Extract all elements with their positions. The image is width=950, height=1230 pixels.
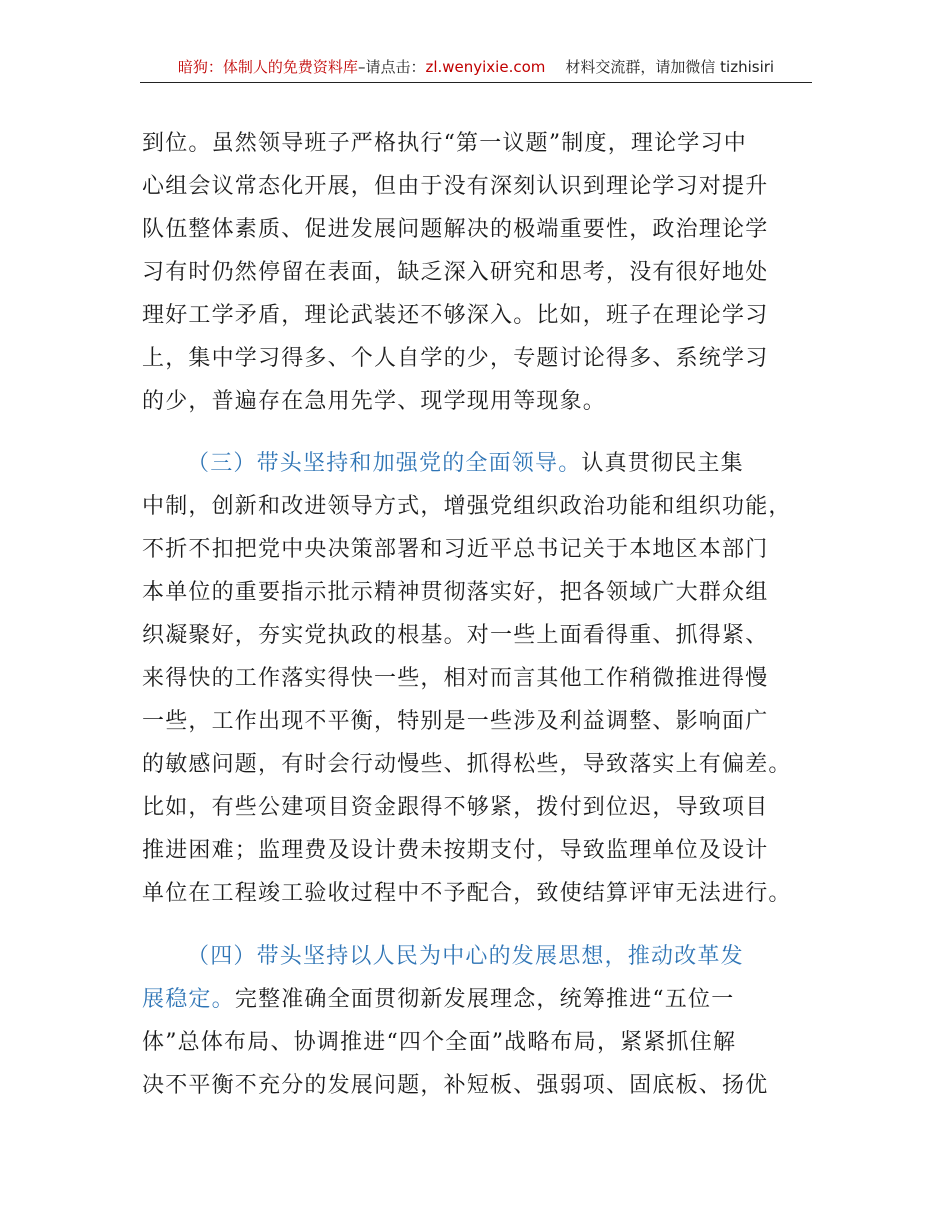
text-line: 心组会议常态化开展，但由于没有深刻认识到理论学习对提升 [142, 174, 769, 199]
click-prompt: –请点击： [357, 58, 426, 76]
text-line: 决不平衡不充分的发展问题，补短板、强弱项、固底板、扬优 [142, 1073, 769, 1098]
paragraph-1 [142, 122, 822, 423]
text-line: 比如，有些公建项目资金跟得不够紧，拨付到位迟，导致项目 [142, 795, 769, 820]
group-contact-text: 材料交流群，请加微信 tizhisiri [565, 58, 775, 76]
text-line: 来得快的工作落实得快一些，相对而言其他工作稍微推进得慢 [142, 666, 769, 691]
text-line: 队伍整体素质、促进发展问题解决的极端重要性，政治理论学 [142, 217, 769, 242]
section-heading-3: （三）带头坚持和加强党的全面领导。 [187, 451, 582, 476]
text-line: 的少，普遍存在急用先学、现学现用等现象。 [142, 389, 607, 414]
text-line: 本单位的重要指示批示精神贯彻落实好，把各领域广大群众组 [142, 580, 769, 605]
site-label: 暗狗：体制人的免费资料库 [177, 58, 358, 76]
text-line: 上，集中学习得多、个人自学的少，专题讨论得多、系统学习 [142, 346, 769, 371]
text-line: 体”总体布局、协调推进“四个全面”战略布局，紧紧抓住解 [142, 1030, 737, 1055]
text-line: 习有时仍然停留在表面，缺乏深入研究和思考，没有很好地处 [142, 260, 769, 285]
text-line: 织凝聚好，夯实党执政的根基。对一些上面看得重、抓得紧、 [142, 623, 769, 648]
section-heading-4-continued: 展稳定。 [142, 987, 235, 1012]
paragraph-3 [142, 935, 822, 1107]
text-line: 中制，创新和改进领导方式，增强党组织政治功能和组织功能， [142, 494, 792, 519]
text-line: 一些，工作出现不平衡，特别是一些涉及利益调整、影响面广 [142, 709, 769, 734]
text-line: 单位在工程竣工验收过程中不予配合，致使结算评审无法进行。 [142, 881, 792, 906]
text-line: 到位。虽然领导班子严格执行“第一议题”制度，理论学习中 [142, 131, 747, 156]
site-url-link[interactable]: zl.wenyixie.com [425, 58, 546, 76]
text-line: 推进困难；监理费及设计费未按期支付，导致监理单位及设计 [142, 838, 769, 863]
page-header [140, 56, 812, 83]
paragraph-first-line [142, 935, 822, 978]
paragraph-second-line [142, 978, 822, 1021]
paragraph-first-line [142, 442, 822, 485]
section-heading-4: （四）带头坚持以人民为中心的发展思想，推动改革发 [187, 944, 744, 969]
text-segment: 完整准确全面贯彻新发展理念，统筹推进“五位一 [234, 987, 735, 1012]
text-line: 的敏感问题，有时会行动慢些、抓得松些，导致落实上有偏差。 [142, 752, 792, 777]
text-line: 理好工学矛盾，理论武装还不够深入。比如，班子在理论学习 [142, 303, 769, 328]
text-segment: 认真贯彻民主集 [581, 451, 744, 476]
paragraph-2 [142, 442, 822, 915]
text-line: 不折不扣把党中央决策部署和习近平总书记关于本地区本部门 [142, 537, 769, 562]
